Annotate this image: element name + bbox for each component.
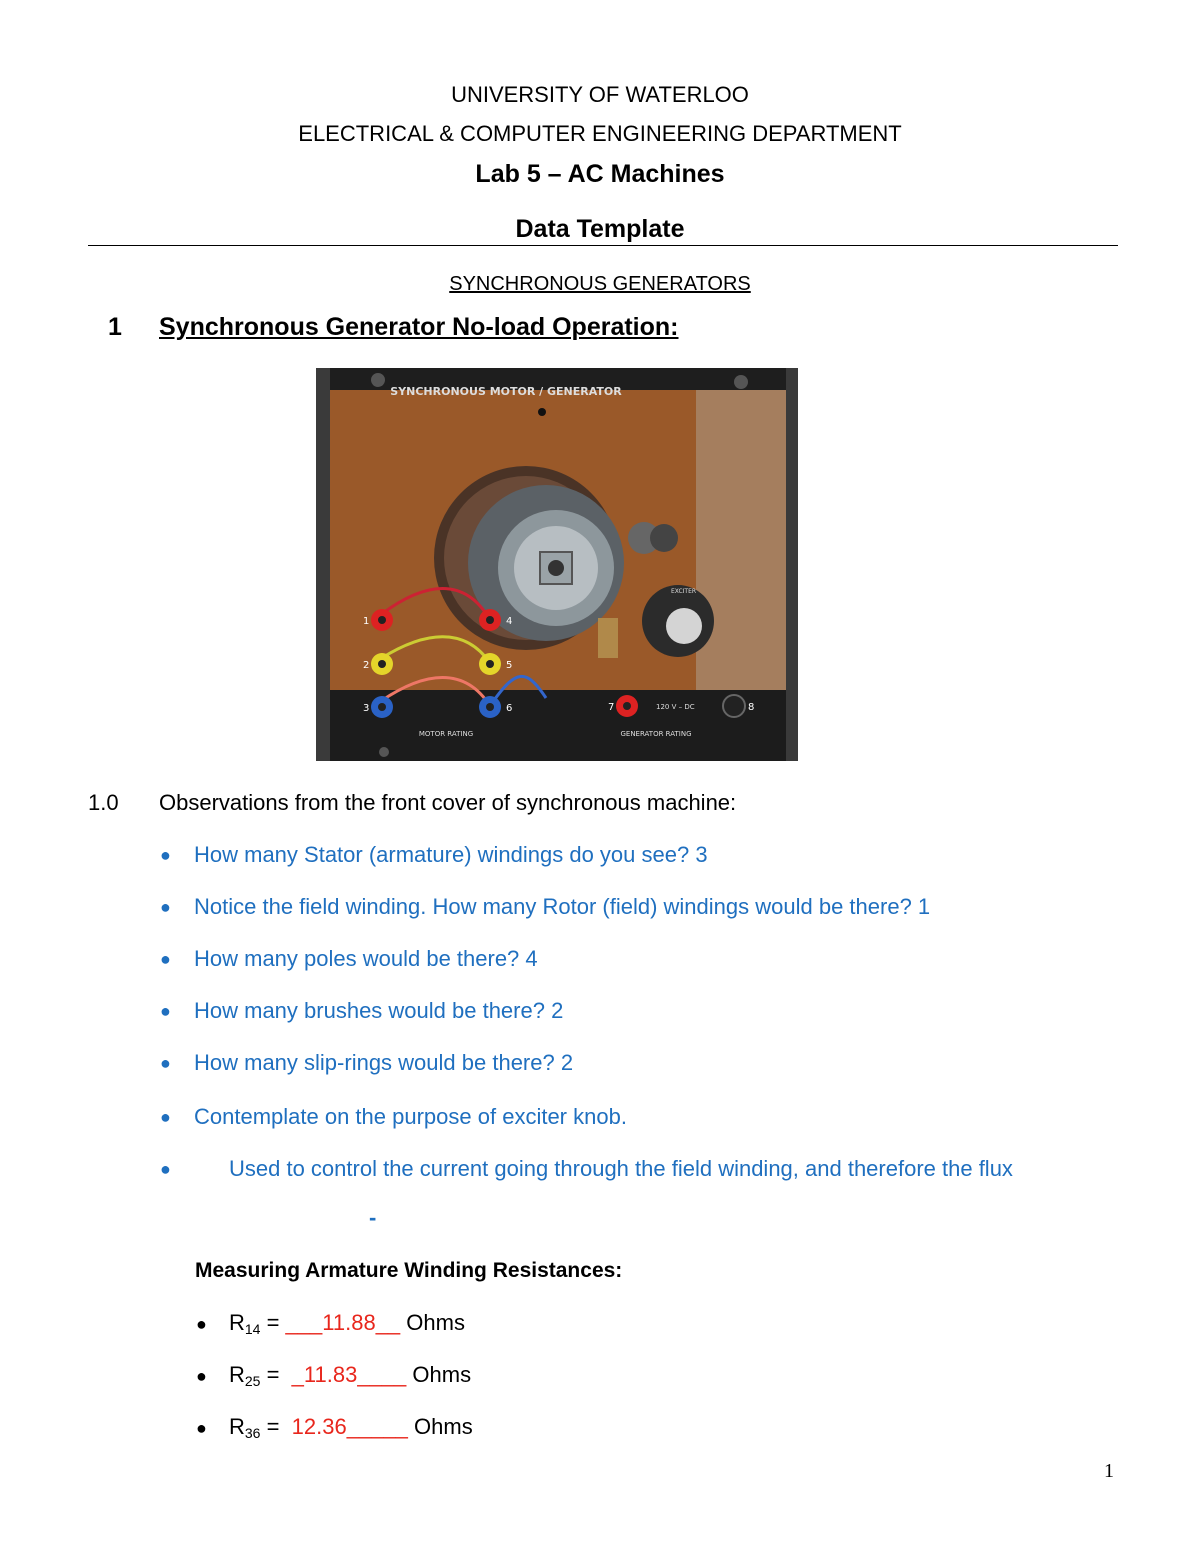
bullet-icon: ● xyxy=(160,1053,171,1073)
bullet-icon: ● xyxy=(160,949,171,969)
terminal-2: 2 xyxy=(363,660,370,671)
observations-number: 1.0 xyxy=(88,790,119,815)
resistance-symbol: R xyxy=(229,1414,245,1439)
terminal-4: 4 xyxy=(506,616,513,627)
unit-label: Ohms xyxy=(400,1310,465,1335)
section-title: SYNCHRONOUS GENERATORS xyxy=(449,273,751,295)
question-brushes: How many brushes would be there? 2 xyxy=(194,998,564,1023)
measuring-title: Measuring Armature Winding Resistances: xyxy=(195,1259,623,1282)
dash-marker: - xyxy=(369,1205,377,1230)
dc-rating-label: 120 V – DC xyxy=(656,703,695,711)
bullet-icon: ● xyxy=(160,845,171,865)
bullet-icon: ● xyxy=(160,1107,171,1127)
blank-suffix: ____ xyxy=(357,1362,407,1387)
terminal-8: 8 xyxy=(748,702,755,713)
equals-sign: = xyxy=(260,1310,286,1335)
blank-suffix: __ xyxy=(375,1310,401,1335)
blank-prefix: _ xyxy=(291,1362,304,1387)
resistance-value: 12.36 xyxy=(291,1414,347,1439)
blank-suffix: _____ xyxy=(346,1414,408,1439)
title-divider xyxy=(88,245,1118,246)
lab-title: Lab 5 – AC Machines xyxy=(475,160,725,188)
generator-rating-label: GENERATOR RATING xyxy=(620,730,692,738)
template-subtitle: Data Template xyxy=(515,215,685,243)
blank-prefix: ___ xyxy=(285,1310,323,1335)
department-name: ELECTRICAL & COMPUTER ENGINEERING DEPARTMENT xyxy=(298,121,902,146)
question-rotor-windings: Notice the field winding. How many Rotor (field) windings would be there? 1 xyxy=(194,894,931,919)
answer-exciter-purpose: Used to control the current going through the field winding, and therefore the flux xyxy=(229,1156,1013,1181)
heading-number: 1 xyxy=(108,313,122,341)
resistance-symbol: R xyxy=(229,1362,245,1387)
question-poles: How many poles would be there? 4 xyxy=(194,946,538,971)
terminal-7: 7 xyxy=(608,702,615,713)
terminal-3: 3 xyxy=(363,703,370,714)
page-number: 1 xyxy=(1104,1460,1114,1482)
question-slip-rings: How many slip-rings would be there? 2 xyxy=(194,1050,574,1075)
resistance-row-25 xyxy=(229,1362,471,1389)
bullet-icon: ● xyxy=(196,1418,207,1438)
resistance-subscript: 36 xyxy=(244,1425,261,1441)
unit-label: Ohms xyxy=(406,1362,472,1387)
bullet-icon: ● xyxy=(196,1366,207,1386)
bullet-icon: ● xyxy=(160,1001,171,1021)
resistance-subscript: 14 xyxy=(244,1321,261,1337)
university-name: UNIVERSITY OF WATERLOO xyxy=(451,82,749,107)
exciter-label: EXCITER xyxy=(671,588,697,595)
terminal-1: 1 xyxy=(363,616,370,627)
resistance-value: 11.83 xyxy=(303,1362,358,1387)
heading-title: Synchronous Generator No-load Operation: xyxy=(159,313,679,341)
resistance-subscript: 25 xyxy=(244,1373,261,1389)
bullet-icon: ● xyxy=(196,1314,207,1334)
equals-sign: = xyxy=(260,1362,292,1387)
observations-intro: Observations from the front cover of synchronous machine: xyxy=(159,790,737,815)
terminal-5: 5 xyxy=(506,660,513,671)
motor-rating-label: MOTOR RATING xyxy=(418,730,474,738)
bullet-icon: ● xyxy=(160,897,171,917)
equals-sign: = xyxy=(260,1414,292,1439)
terminal-6: 6 xyxy=(506,703,513,714)
question-stator-windings: How many Stator (armature) windings do you see? 3 xyxy=(194,842,708,867)
question-exciter-knob: Contemplate on the purpose of exciter knob. xyxy=(194,1104,627,1129)
resistance-symbol: R xyxy=(229,1310,245,1335)
panel-title-label: SYNCHRONOUS MOTOR / GENERATOR xyxy=(390,385,622,398)
unit-label: Ohms xyxy=(407,1414,473,1439)
resistance-value: 11.88 xyxy=(322,1310,376,1335)
synchronous-machine-photo xyxy=(316,368,798,761)
bullet-icon: ● xyxy=(160,1159,171,1179)
resistance-row-36 xyxy=(229,1414,473,1441)
resistance-row-14 xyxy=(229,1310,465,1337)
